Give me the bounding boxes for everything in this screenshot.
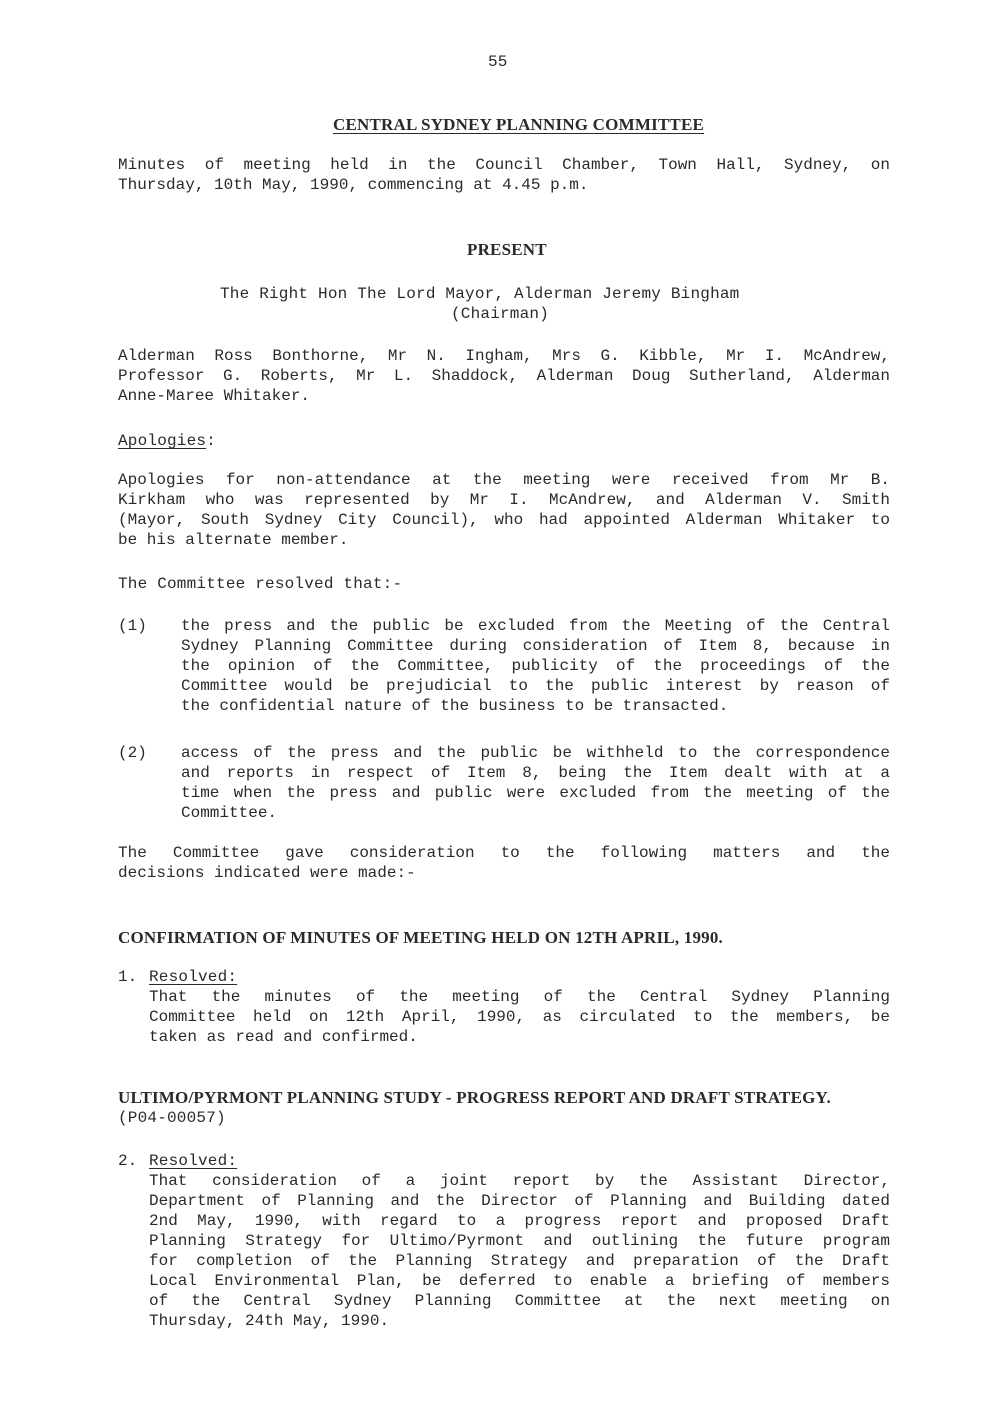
- item-reference: (P04-00057): [118, 1109, 226, 1127]
- apologies-line: Apologies for non-attendance at the meeting were received from Mr B.: [118, 471, 890, 489]
- members-line: Anne-Maree Whitaker.: [118, 387, 311, 405]
- item-heading: ULTIMO/PYRMONT PLANNING STUDY - PROGRESS REPORT AND DRAFT STRATEGY.: [118, 1088, 831, 1107]
- resolved-label: Resolved:: [149, 968, 238, 986]
- apologies-heading-colon: :: [206, 432, 217, 450]
- resolution-line: Committee.: [181, 804, 278, 822]
- chair-role: (Chairman): [451, 305, 550, 323]
- item-line: of the Central Sydney Planning Committee at the next meeting on: [149, 1292, 890, 1310]
- intro-line: Thursday, 10th May, 1990, commencing at 4.45 p.m.: [118, 176, 589, 194]
- consideration-text: [118, 843, 890, 883]
- resolution-line: the opinion of the Committee, publicity of the proceedings of the: [181, 657, 890, 675]
- apologies-heading-text: Apologies: [118, 432, 207, 450]
- apologies-line: Kirkham who was represented by Mr I. McAndrew, and Alderman V. Smith: [118, 491, 890, 509]
- resolution-marker: (2): [118, 744, 147, 762]
- item-number: 1.: [118, 968, 138, 986]
- intro-line: Minutes of meeting held in the Council Chamber, Town Hall, Sydney, on: [118, 156, 890, 174]
- apologies-text: [118, 470, 890, 550]
- resolution-line: the press and the public be excluded from the Meeting of the Central: [181, 617, 890, 635]
- present-heading: PRESENT: [467, 240, 547, 259]
- item-line: Department of Planning and the Director of Planning and Building dated: [149, 1192, 890, 1210]
- members-line: Alderman Ross Bonthorne, Mr N. Ingham, Mrs G. Kibble, Mr I. McAndrew,: [118, 347, 890, 365]
- item-line: That consideration of a joint report by the Assistant Director,: [149, 1172, 890, 1190]
- members-line: Professor G. Roberts, Mr L. Shaddock, Alderman Doug Sutherland, Alderman: [118, 367, 890, 385]
- item-heading: CONFIRMATION OF MINUTES OF MEETING HELD ON 12TH APRIL, 1990.: [118, 928, 723, 947]
- item-line: Thursday, 24th May, 1990.: [149, 1312, 390, 1330]
- item-resolution-text: [149, 1171, 890, 1331]
- item-line: Committee held on 12th April, 1990, as circulated to the members, be: [149, 1008, 890, 1026]
- resolution-line: and reports in respect of Item 8, being the Item dealt with at a: [181, 764, 890, 782]
- resolution-text: [181, 743, 890, 823]
- chair-line: The Right Hon The Lord Mayor, Alderman Jeremy Bingham: [220, 285, 740, 303]
- consideration-line: The Committee gave consideration to the following matters and the: [118, 844, 890, 862]
- members-list: [118, 346, 890, 406]
- meeting-intro: [118, 155, 890, 195]
- resolution-line: the confidential nature of the business to be transacted.: [181, 697, 729, 715]
- document-title: CENTRAL SYDNEY PLANNING COMMITTEE: [333, 115, 705, 134]
- resolution-marker: (1): [118, 617, 147, 635]
- item-line: for completion of the Planning Strategy and preparation of the Draft: [149, 1252, 890, 1270]
- item-resolution-text: [149, 987, 890, 1047]
- apologies-line: be his alternate member.: [118, 531, 349, 549]
- apologies-line: (Mayor, South Sydney City Council), who had appointed Alderman Whitaker to: [118, 511, 890, 529]
- apologies-heading: [118, 431, 216, 451]
- item-line: 2nd May, 1990, with regard to a progress report and proposed Draft: [149, 1212, 890, 1230]
- item-line: That the minutes of the meeting of the Central Sydney Planning: [149, 988, 890, 1006]
- resolution-line: access of the press and the public be withheld to the correspondence: [181, 744, 890, 762]
- resolution-line: Sydney Planning Committee during consideration of Item 8, because in: [181, 637, 890, 655]
- resolved-intro: The Committee resolved that:-: [118, 575, 403, 593]
- consideration-line: decisions indicated were made:-: [118, 864, 416, 882]
- page-number: 55: [488, 53, 508, 71]
- item-number: 2.: [118, 1152, 138, 1170]
- resolution-text: [181, 616, 890, 716]
- resolved-label: Resolved:: [149, 1152, 238, 1170]
- resolution-line: Committee would be prejudicial to the public interest by reason of: [181, 677, 890, 695]
- item-line: Local Environmental Plan, be deferred to enable a briefing of members: [149, 1272, 890, 1290]
- item-line: taken as read and confirmed.: [149, 1028, 418, 1046]
- resolution-line: time when the press and public were excluded from the meeting of the: [181, 784, 890, 802]
- item-line: Planning Strategy for Ultimo/Pyrmont and outlining the future program: [149, 1232, 890, 1250]
